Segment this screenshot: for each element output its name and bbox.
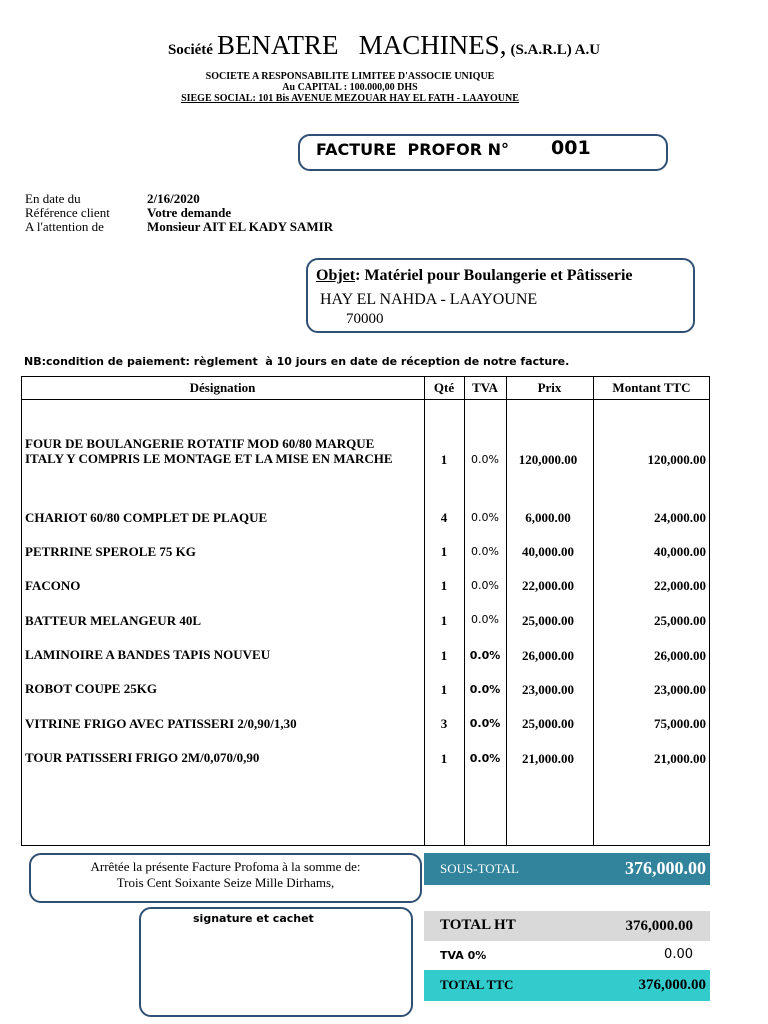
table-row-prix: 26,000.00 [522,648,574,663]
table-row-montant: 26,000.00 [654,648,706,663]
total-ttc-label: TOTAL TTC [440,977,514,992]
date-value: 2/16/2020 [147,191,200,206]
table-row-montant: 24,000.00 [654,510,706,525]
table-row-qty: 1 [440,682,448,697]
sous-total-value: 376,000.00 [625,858,706,878]
table-row-qty: 3 [440,716,448,731]
table-row-prix: 21,000.00 [522,751,574,766]
table-row-qty: 1 [440,578,448,593]
table-row-prix: 120,000.00 [518,452,578,467]
attention-label: A l'attention de [25,219,104,234]
header-montant: Montant TTC [612,380,691,395]
table-row-tva: 0.0% [471,453,499,466]
table-row-designation: VITRINE FRIGO AVEC PATISSERI 2/0,90/1,30 [25,716,297,731]
company-capital: Au CAPITAL : 100.000,00 DHS [282,82,418,93]
total-ht-value: 376,000.00 [625,918,693,934]
table-row-qty: 1 [440,452,448,467]
table-row-qty: 4 [440,510,448,525]
amount-in-words-line1: Arrêtée la présente Facture Profoma à la somme de: [90,859,361,874]
header-prix: Prix [537,380,562,395]
table-row-montant: 40,000.00 [654,544,706,559]
table-row-prix: 23,000.00 [522,682,574,697]
reference-label: Référence client [25,205,110,220]
objet-text: : Matériel pour Boulangerie et Pâtisserie [355,267,633,284]
payment-note: NB:condition de paiement: règlement à 10 jours en date de réception de notre facture. [24,355,570,368]
table-col-divider [424,376,425,846]
table-row-prix: 40,000.00 [522,544,574,559]
table-row-prix: 6,000.00 [525,510,571,525]
company-prefix: Société [167,42,213,58]
date-label: En date du [25,191,81,206]
table-row-qty: 1 [440,648,448,663]
table-row-prix: 25,000.00 [522,613,574,628]
table-row-designation: TOUR PATISSERI FRIGO 2M/0,070/0,90 [25,750,260,765]
table-row-qty: 1 [440,751,448,766]
signature-label: signature et cachet [193,912,314,925]
table-row-prix: 25,000.00 [522,716,574,731]
table-col-divider [593,376,594,846]
objet-label: Objet [316,267,356,284]
invoice-number: 001 [551,137,591,159]
table-row-designation: CHARIOT 60/80 COMPLET DE PLAQUE [25,510,268,525]
tva-label: TVA 0% [440,949,487,962]
objet-address-line1: HAY EL NAHDA - LAAYOUNE [320,291,538,308]
table-row-montant: 22,000.00 [654,578,706,593]
table-row-tva: 0.0% [469,717,501,730]
table-row-tva: 0.0% [471,545,499,558]
table-row-tva: 0.0% [471,511,499,524]
company-name: BENATRE MACHINES, [216,30,507,60]
table-row-designation: BATTEUR MELANGEUR 40L [25,613,202,628]
table-row-montant: 21,000.00 [654,751,706,766]
reference-value: Votre demande [147,205,232,220]
table-row-tva: 0.0% [469,683,501,696]
company-address: SIEGE SOCIAL: 101 Bis AVENUE MEZOUAR HAY EL FATH - LAAYOUNE [181,93,519,104]
table-row-montant: 75,000.00 [654,716,706,731]
table-row-tva: 0.0% [469,649,501,662]
total-ht-label: TOTAL HT [440,917,516,933]
table-col-divider [464,376,465,846]
tva-value: 0.00 [664,947,693,962]
table-row-montant: 120,000.00 [647,452,706,467]
sous-total-label: SOUS-TOTAL [440,861,519,876]
header-qty: Qté [433,380,455,395]
total-ttc-value: 376,000.00 [638,977,706,993]
header-designation: Désignation [189,380,256,395]
amount-in-words-line2: Trois Cent Soixante Seize Mille Dirhams, [116,875,335,890]
table-row-designation: FOUR DE BOULANGERIE ROTATIF MOD 60/80 MARQUE ITALY Y COMPRIS LE MONTAGE ET LA MISE EN MARCHE [25,436,393,466]
table-row-qty: 1 [440,613,448,628]
table-row-designation: LAMINOIRE A BANDES TAPIS NOUVEU [25,647,271,662]
header-tva: TVA [472,380,498,395]
table-row-prix: 22,000.00 [522,578,574,593]
company-suffix: (S.A.R.L) A.U [510,42,601,58]
table-row-qty: 1 [440,544,448,559]
table-header-divider [21,399,710,400]
table-row-tva: 0.0% [469,752,501,765]
invoice-title: FACTURE PROFOR N° [316,140,509,159]
objet-address-line2: 70000 [346,311,384,327]
table-row-designation: PETRRINE SPEROLE 75 KG [25,544,196,559]
table-row-designation: FACONO [25,578,81,593]
attention-value: Monsieur AIT EL KADY SAMIR [147,219,334,234]
company-header [0,30,768,61]
objet-line [316,267,633,285]
table-col-divider [506,376,507,846]
table-row-tva: 0.0% [471,613,499,626]
table-row-montant: 23,000.00 [654,682,706,697]
table-row-designation: ROBOT COUPE 25KG [25,681,157,696]
table-row-tva: 0.0% [471,579,499,592]
table-row-montant: 25,000.00 [654,613,706,628]
company-legal-form: SOCIETE A RESPONSABILITE LIMITEE D'ASSOCIE UNIQUE [205,71,495,82]
